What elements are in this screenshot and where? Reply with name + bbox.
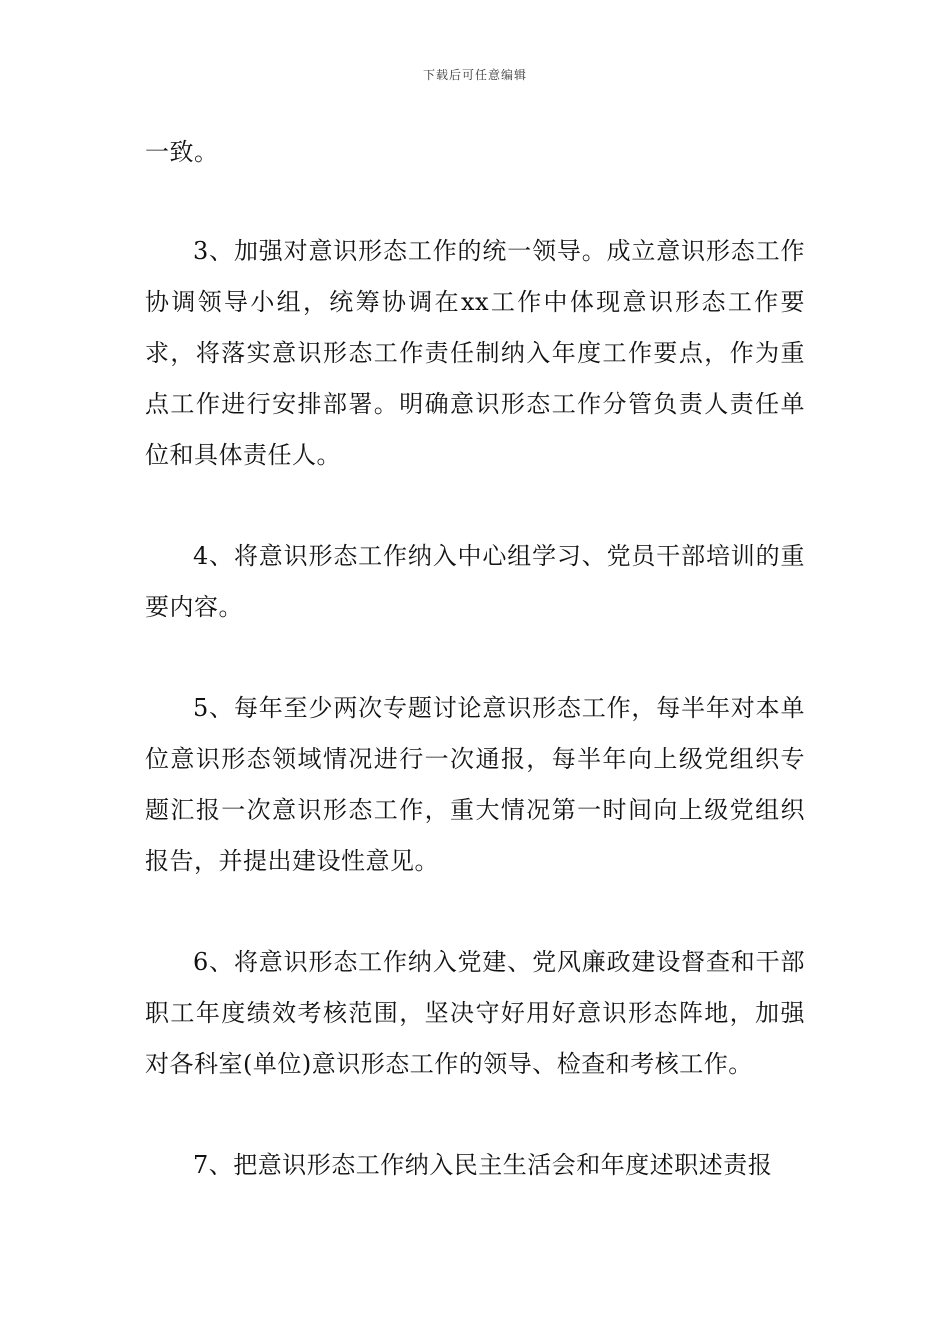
- paragraph-item-5: 5、每年至少两次专题讨论意识形态工作，每半年对本单位意识形态领域情况进行一次通报，每半年向上级党组织专题汇报一次意识形态工作，重大情况第一时间向上级党组织报告，并提出建设性意见。: [145, 694, 805, 875]
- page-header: 下载后可任意编辑: [422, 68, 527, 82]
- paragraph-item-4: 4、将意识形态工作纳入中心组学习、党员干部培训的重要内容。: [145, 542, 805, 621]
- paragraph-item-3: 3、加强对意识形态工作的统一领导。成立意识形态工作协调领导小组，统筹协调在xx工作中体现意识形态工作要求，将落实意识形态工作责任制纳入年度工作要点，作为重点工作进行安排部署。明确意识形态工作分管负责人责任单位和具体责任人。: [145, 237, 805, 469]
- document-body: [145, 127, 805, 1241]
- paragraph-item-7: 7、把意识形态工作纳入民主生活会和年度述职述责报: [193, 1151, 773, 1179]
- paragraph-continuation: 一致。: [145, 138, 219, 166]
- paragraph-item-6: 6、将意识形态工作纳入党建、党风廉政建设督查和干部职工年度绩效考核范围，坚决守好用好意识形态阵地，加强对各科室(单位)意识形态工作的领导、检查和考核工作。: [145, 948, 805, 1078]
